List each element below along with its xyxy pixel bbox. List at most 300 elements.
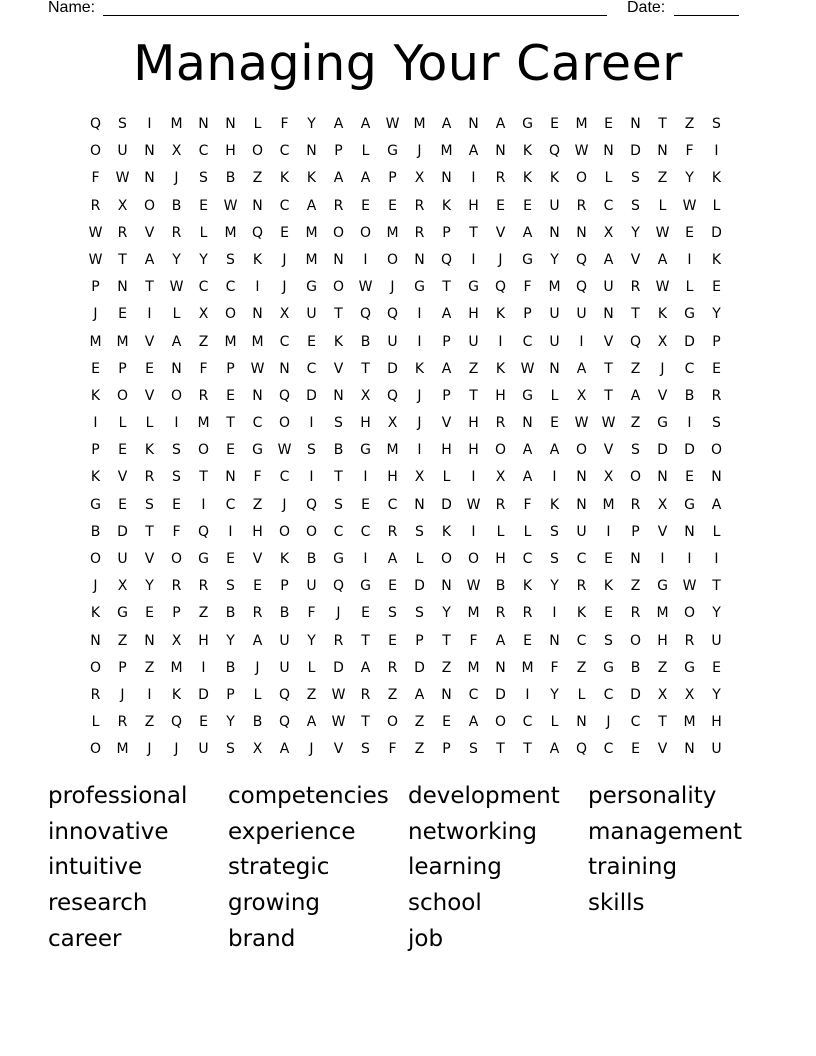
grid-letter: Y xyxy=(226,714,235,731)
grid-letter: X xyxy=(603,224,614,241)
grid-letter: V xyxy=(603,333,614,350)
grid-letter: H xyxy=(441,442,452,459)
grid-letter: I xyxy=(417,306,422,323)
grid-letter: K xyxy=(90,387,101,404)
grid-letter: J xyxy=(417,387,422,404)
grid-letter: R xyxy=(495,415,506,432)
date-line xyxy=(674,15,739,16)
grid-letter: I xyxy=(417,333,422,350)
grid-letter: I xyxy=(174,415,179,432)
grid-letter: X xyxy=(279,306,290,323)
grid-letter: L xyxy=(118,415,127,432)
grid-letter: T xyxy=(361,714,370,731)
grid-letter: W xyxy=(169,279,184,296)
grid-letter: U xyxy=(306,578,317,595)
grid-letter: T xyxy=(658,116,667,132)
grid-letter: S xyxy=(550,523,559,540)
grid-letter: H xyxy=(225,143,236,160)
grid-letter: X xyxy=(657,333,668,350)
grid-letter: D xyxy=(441,496,452,513)
grid-letter: J xyxy=(120,686,125,703)
grid-letter: M xyxy=(305,224,318,241)
grid-letter: W xyxy=(88,224,103,241)
grid-letter: Q xyxy=(305,496,318,513)
grid-letter: R xyxy=(360,686,371,703)
grid-letter: E xyxy=(604,605,613,622)
grid-letter: M xyxy=(413,116,426,132)
grid-letter: D xyxy=(333,659,344,676)
grid-letter: L xyxy=(577,686,586,703)
grid-letter: A xyxy=(630,387,641,404)
grid-letter: G xyxy=(684,659,695,676)
grid-letter: P xyxy=(280,578,289,595)
grid-letter: J xyxy=(336,605,341,622)
grid-letter: F xyxy=(388,741,397,758)
grid-letter: E xyxy=(145,605,154,622)
grid-letter: A xyxy=(549,442,560,459)
grid-letter: Y xyxy=(199,251,208,268)
grid-letter: J xyxy=(660,360,665,377)
grid-letter: O xyxy=(143,197,156,214)
grid-letter: O xyxy=(332,224,345,241)
grid-letter: P xyxy=(631,523,640,540)
grid-letter: J xyxy=(147,741,152,758)
grid-letter: H xyxy=(495,551,506,567)
grid-letter: Z xyxy=(468,360,479,377)
grid-letter: N xyxy=(441,578,452,595)
grid-letter: I xyxy=(552,469,557,486)
grid-letter: V xyxy=(657,741,668,758)
grid-letter: K xyxy=(495,360,506,377)
grid-letter: Q xyxy=(440,251,453,268)
grid-letter: I xyxy=(309,469,314,486)
grid-letter: C xyxy=(522,714,533,731)
grid-letter: K xyxy=(306,170,317,187)
grid-letter: O xyxy=(116,387,129,404)
grid-letter: S xyxy=(550,551,559,567)
grid-letter: E xyxy=(388,197,397,214)
grid-letter: K xyxy=(522,143,533,160)
grid-letter: M xyxy=(467,605,480,622)
grid-letter: U xyxy=(549,333,560,350)
grid-letter: G xyxy=(252,442,263,459)
grid-letter: N xyxy=(144,632,155,649)
grid-letter: L xyxy=(415,551,424,567)
grid-letter: R xyxy=(495,496,506,513)
grid-letter: W xyxy=(250,360,265,377)
grid-letter: B xyxy=(306,551,317,567)
grid-letter: N xyxy=(576,469,587,486)
word-list xyxy=(48,780,788,958)
grid-letter: B xyxy=(225,659,236,676)
grid-letter: D xyxy=(198,686,209,703)
grid-letter: Z xyxy=(252,496,263,513)
grid-letter: V xyxy=(441,415,452,432)
grid-letter: Y xyxy=(172,251,181,268)
grid-letter: W xyxy=(223,197,238,214)
grid-letter: E xyxy=(226,551,235,567)
grid-letter: Z xyxy=(630,360,641,377)
grid-letter: F xyxy=(91,170,100,187)
grid-letter: M xyxy=(386,224,399,241)
grid-letter: A xyxy=(495,632,506,649)
grid-letter: X xyxy=(360,387,371,404)
grid-letter: M xyxy=(305,251,318,268)
word-list-item: development xyxy=(408,783,560,809)
grid-letter: M xyxy=(170,659,183,676)
grid-letter: W xyxy=(574,415,589,432)
grid-letter: N xyxy=(198,116,209,132)
grid-letter: E xyxy=(550,116,559,132)
grid-letter: A xyxy=(657,251,668,268)
grid-letter: A xyxy=(279,741,290,758)
grid-letter: Z xyxy=(576,659,587,676)
grid-letter: I xyxy=(363,251,368,268)
grid-letter: T xyxy=(469,387,478,404)
grid-letter: W xyxy=(520,360,535,377)
grid-letter: Q xyxy=(278,387,291,404)
grid-letter: Q xyxy=(548,143,561,160)
grid-letter: Z xyxy=(144,714,155,731)
grid-letter: C xyxy=(522,333,533,350)
grid-letter: F xyxy=(199,360,208,377)
grid-letter: Z xyxy=(657,170,668,187)
grid-letter: S xyxy=(226,578,235,595)
grid-letter: P xyxy=(334,143,343,160)
grid-letter: G xyxy=(603,659,614,676)
grid-letter: C xyxy=(279,333,290,350)
grid-letter: Z xyxy=(198,333,209,350)
grid-letter: D xyxy=(117,523,128,540)
grid-letter: N xyxy=(333,387,344,404)
grid-letter: S xyxy=(172,442,181,459)
grid-letter: N xyxy=(279,360,290,377)
grid-letter: X xyxy=(495,469,506,486)
grid-letter: P xyxy=(415,632,424,649)
grid-letter: C xyxy=(279,143,290,160)
grid-letter: T xyxy=(604,387,613,404)
grid-letter: E xyxy=(550,415,559,432)
grid-letter: I xyxy=(660,551,665,567)
grid-letter: O xyxy=(278,415,291,432)
grid-letter: E xyxy=(280,224,289,241)
grid-letter: D xyxy=(306,387,317,404)
grid-letter: C xyxy=(603,197,614,214)
grid-letter: N xyxy=(171,360,182,377)
grid-letter: C xyxy=(468,686,479,703)
grid-letter: O xyxy=(89,659,102,676)
grid-letter: U xyxy=(576,523,587,540)
grid-letter: G xyxy=(657,415,668,432)
grid-letter: V xyxy=(657,387,668,404)
grid-letter: I xyxy=(363,551,368,567)
grid-letter: W xyxy=(682,578,697,595)
grid-letter: L xyxy=(685,279,694,296)
grid-letter: S xyxy=(307,442,316,459)
grid-letter: O xyxy=(629,469,642,486)
grid-letter: I xyxy=(147,116,152,132)
grid-letter: A xyxy=(360,659,371,676)
grid-letter: S xyxy=(388,605,397,622)
grid-letter: Z xyxy=(144,659,155,676)
grid-letter: K xyxy=(549,170,560,187)
grid-letter: O xyxy=(575,170,588,187)
grid-letter: E xyxy=(226,442,235,459)
grid-letter: O xyxy=(467,551,480,567)
grid-letter: L xyxy=(253,686,262,703)
grid-letter: P xyxy=(91,279,100,296)
grid-letter: Y xyxy=(550,251,559,268)
grid-letter: K xyxy=(711,251,722,268)
grid-letter: Y xyxy=(226,632,235,649)
grid-letter: A xyxy=(441,116,452,132)
grid-letter: H xyxy=(198,632,209,649)
grid-letter: Y xyxy=(307,116,316,132)
grid-letter: Q xyxy=(197,523,210,540)
grid-letter: N xyxy=(414,251,425,268)
grid-letter: T xyxy=(145,523,154,540)
grid-letter: C xyxy=(198,279,209,296)
grid-letter: G xyxy=(360,442,371,459)
grid-letter: N xyxy=(225,116,236,132)
grid-letter: B xyxy=(333,442,344,459)
grid-letter: K xyxy=(576,605,587,622)
grid-letter: P xyxy=(442,333,451,350)
grid-letter: R xyxy=(522,605,533,622)
grid-letter: L xyxy=(712,197,721,214)
grid-letter: L xyxy=(361,143,370,160)
grid-letter: T xyxy=(442,279,451,296)
grid-letter: K xyxy=(144,442,155,459)
name-line xyxy=(103,15,607,16)
grid-letter: X xyxy=(387,415,398,432)
grid-letter: V xyxy=(117,469,128,486)
grid-letter: N xyxy=(441,686,452,703)
grid-letter: I xyxy=(471,523,476,540)
grid-letter: C xyxy=(387,496,398,513)
grid-letter: M xyxy=(575,116,588,132)
grid-letter: U xyxy=(198,741,209,758)
grid-letter: R xyxy=(630,496,641,513)
grid-letter: R xyxy=(387,659,398,676)
grid-letter: I xyxy=(687,415,692,432)
grid-letter: N xyxy=(684,523,695,540)
grid-letter: S xyxy=(118,116,127,132)
grid-letter: N xyxy=(576,224,587,241)
grid-letter: A xyxy=(468,143,479,160)
grid-letter: A xyxy=(387,551,398,567)
grid-letter: K xyxy=(252,251,263,268)
grid-letter: N xyxy=(495,143,506,160)
grid-letter: U xyxy=(576,306,587,323)
grid-letter: R xyxy=(117,224,128,241)
grid-letter: X xyxy=(171,632,182,649)
grid-letter: Q xyxy=(575,251,588,268)
grid-letter: S xyxy=(199,170,208,187)
grid-letter: N xyxy=(576,714,587,731)
grid-letter: D xyxy=(630,686,641,703)
grid-letter: Q xyxy=(494,279,507,296)
grid-letter: A xyxy=(360,170,371,187)
grid-letter: V xyxy=(144,333,155,350)
grid-letter: Q xyxy=(278,714,291,731)
word-list-item: research xyxy=(48,890,148,917)
grid-letter: Z xyxy=(657,659,668,676)
grid-letter: O xyxy=(683,605,696,622)
grid-letter: T xyxy=(658,714,667,731)
grid-letter: V xyxy=(603,442,614,459)
grid-letter: S xyxy=(712,116,721,132)
grid-letter: T xyxy=(523,741,532,758)
grid-letter: Q xyxy=(386,387,399,404)
grid-letter: N xyxy=(333,251,344,268)
grid-letter: A xyxy=(468,714,479,731)
grid-letter: K xyxy=(495,306,506,323)
grid-letter: P xyxy=(118,659,127,676)
grid-letter: E xyxy=(712,279,721,296)
grid-letter: X xyxy=(414,469,425,486)
grid-letter: E xyxy=(712,360,721,377)
grid-letter: T xyxy=(712,578,721,595)
grid-letter: I xyxy=(552,605,557,622)
grid-letter: N xyxy=(657,469,668,486)
grid-letter: G xyxy=(522,116,533,132)
grid-letter: G xyxy=(90,496,101,513)
grid-letter: R xyxy=(387,523,398,540)
grid-letter: E xyxy=(361,496,370,513)
grid-letter: I xyxy=(417,442,422,459)
grid-letter: R xyxy=(414,197,425,214)
grid-letter: R xyxy=(90,686,101,703)
grid-letter: T xyxy=(604,360,613,377)
grid-letter: A xyxy=(441,306,452,323)
grid-letter: B xyxy=(252,714,263,731)
grid-letter: N xyxy=(603,143,614,160)
grid-letter: E xyxy=(604,551,613,567)
grid-letter: A xyxy=(522,469,533,486)
grid-letter: L xyxy=(199,224,208,241)
grid-letter: W xyxy=(277,442,292,459)
grid-letter: K xyxy=(657,306,668,323)
grid-letter: Q xyxy=(575,741,588,758)
grid-letter: N xyxy=(117,279,128,296)
grid-letter: Z xyxy=(306,686,317,703)
grid-letter: A xyxy=(549,741,560,758)
grid-letter: O xyxy=(386,714,399,731)
word-list-item: innovative xyxy=(48,818,169,845)
grid-letter: J xyxy=(282,496,287,513)
grid-letter: L xyxy=(172,306,181,323)
grid-letter: S xyxy=(631,197,640,214)
grid-letter: U xyxy=(549,306,560,323)
grid-letter: R xyxy=(198,578,209,595)
grid-letter: C xyxy=(522,551,533,567)
grid-letter: G xyxy=(657,578,668,595)
grid-letter: I xyxy=(579,333,584,350)
grid-letter: E xyxy=(361,605,370,622)
grid-letter: A xyxy=(711,496,722,513)
grid-letter: P xyxy=(226,686,235,703)
grid-letter: I xyxy=(363,469,368,486)
word-list-item: training xyxy=(588,854,678,881)
grid-letter: J xyxy=(309,741,314,758)
grid-letter: S xyxy=(334,415,343,432)
grid-letter: Z xyxy=(198,605,209,622)
grid-letter: L xyxy=(712,523,721,540)
grid-letter: M xyxy=(386,442,399,459)
grid-letter: I xyxy=(228,523,233,540)
grid-letter: R xyxy=(198,387,209,404)
grid-letter: V xyxy=(333,360,344,377)
grid-letter: W xyxy=(358,279,373,296)
grid-letter: X xyxy=(117,578,128,595)
grid-letter: L xyxy=(307,659,316,676)
grid-letter: A xyxy=(414,686,425,703)
grid-letter: J xyxy=(174,741,179,758)
grid-letter: V xyxy=(144,224,155,241)
grid-letter: W xyxy=(88,251,103,268)
grid-letter: J xyxy=(417,143,422,160)
grid-letter: M xyxy=(467,659,480,676)
grid-letter: A xyxy=(522,224,533,241)
grid-letter: E xyxy=(226,387,235,404)
grid-letter: N xyxy=(90,632,101,649)
name-label: Name: xyxy=(48,0,96,16)
word-list-item: intuitive xyxy=(48,854,143,881)
grid-letter: F xyxy=(253,469,262,486)
grid-letter: I xyxy=(525,686,530,703)
grid-letter: F xyxy=(307,605,316,622)
grid-letter: N xyxy=(549,632,560,649)
grid-letter: Z xyxy=(414,741,425,758)
grid-letter: U xyxy=(711,741,722,758)
word-list-item: skills xyxy=(588,890,645,917)
grid-letter: I xyxy=(93,415,98,432)
grid-letter: V xyxy=(252,551,263,567)
grid-letter: Y xyxy=(550,686,559,703)
grid-letter: K xyxy=(90,605,101,622)
grid-letter: P xyxy=(91,442,100,459)
grid-letter: L xyxy=(658,197,667,214)
grid-letter: E xyxy=(307,333,316,350)
grid-letter: U xyxy=(603,279,614,296)
grid-letter: R xyxy=(711,387,722,404)
grid-letter: C xyxy=(576,551,587,567)
grid-letter: M xyxy=(197,415,210,432)
grid-letter: J xyxy=(498,251,503,268)
grid-letter: C xyxy=(225,496,236,513)
grid-letter: I xyxy=(471,469,476,486)
grid-letter: M xyxy=(116,741,129,758)
grid-letter: L xyxy=(496,523,505,540)
grid-letter: M xyxy=(656,605,669,622)
grid-letter: I xyxy=(714,551,719,567)
grid-letter: W xyxy=(655,279,670,296)
grid-letter: W xyxy=(682,197,697,214)
grid-letter: N xyxy=(306,143,317,160)
grid-letter: Z xyxy=(414,714,425,731)
grid-letter: W xyxy=(331,714,346,731)
word-list-item: brand xyxy=(228,925,296,952)
grid-letter: L xyxy=(550,714,559,731)
header xyxy=(0,0,816,22)
grid-letter: H xyxy=(387,469,398,486)
grid-letter: C xyxy=(279,197,290,214)
grid-letter: I xyxy=(147,306,152,323)
grid-letter: S xyxy=(469,741,478,758)
grid-letter: I xyxy=(606,523,611,540)
grid-letter: N xyxy=(630,551,641,567)
